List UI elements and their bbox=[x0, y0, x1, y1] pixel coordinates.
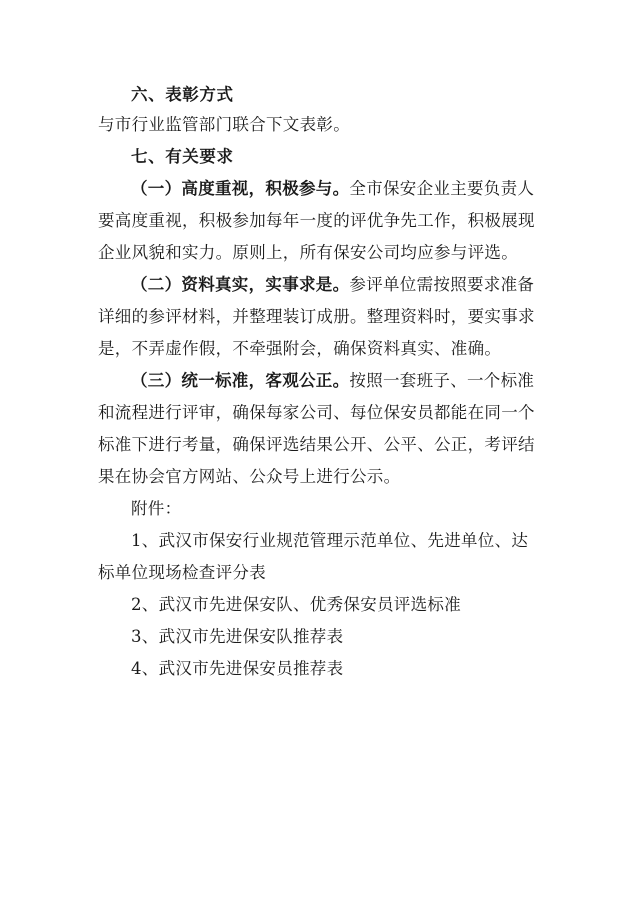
requirement-2-line-3: 是，不弄虚作假，不牵强附会，确保资料真实、准确。 bbox=[98, 339, 502, 358]
requirement-3-line-2: 和流程进行评审，确保每家公司、每位保安员都能在同一个 bbox=[98, 403, 535, 422]
attachments-label: 附件： bbox=[131, 499, 182, 518]
requirement-1-line-3: 企业风貌和实力。原则上，所有保安公司均应参与评选。 bbox=[98, 243, 518, 262]
requirement-1-text: 全市保安企业主要负责人 bbox=[349, 179, 535, 198]
requirement-2-line-1 bbox=[131, 274, 581, 296]
requirement-1-line-1 bbox=[131, 178, 581, 200]
requirement-2-text: 参评单位需按照要求准备 bbox=[349, 275, 535, 294]
section-6-body: 与市行业监管部门联合下文表彰。 bbox=[98, 115, 350, 134]
requirement-1-line-2: 要高度重视，积极参加每年一度的评优争先工作，积极展现 bbox=[98, 211, 535, 230]
requirement-3-line-1 bbox=[131, 370, 581, 392]
requirement-1-lead: （一）高度重视，积极参与。 bbox=[131, 179, 350, 198]
section-7-heading: 七、有关要求 bbox=[131, 147, 234, 166]
requirement-3-line-3: 标准下进行考量，确保评选结果公开、公平、公正，考评结 bbox=[98, 435, 535, 454]
requirement-3-text: 按照一套班子、一个标准 bbox=[349, 371, 535, 390]
attachment-2: 2、武汉市先进保安队、优秀保安员评选标准 bbox=[131, 595, 461, 614]
section-6-heading: 六、表彰方式 bbox=[131, 85, 234, 104]
requirement-3-line-4: 果在协会官方网站、公众号上进行公示。 bbox=[98, 467, 401, 486]
attachment-1-line-1: 1、武汉市保安行业规范管理示范单位、先进单位、达 bbox=[131, 531, 529, 550]
attachment-1-line-2: 标单位现场检查评分表 bbox=[98, 563, 266, 582]
requirement-2-lead: （二）资料真实，实事求是。 bbox=[131, 275, 350, 294]
requirement-3-lead: （三）统一标准，客观公正。 bbox=[131, 371, 350, 390]
attachment-4: 4、武汉市先进保安员推荐表 bbox=[131, 659, 344, 678]
requirement-2-line-2: 详细的参评材料，并整理装订成册。整理资料时，要实事求 bbox=[98, 307, 535, 326]
attachment-3: 3、武汉市先进保安队推荐表 bbox=[131, 627, 344, 646]
